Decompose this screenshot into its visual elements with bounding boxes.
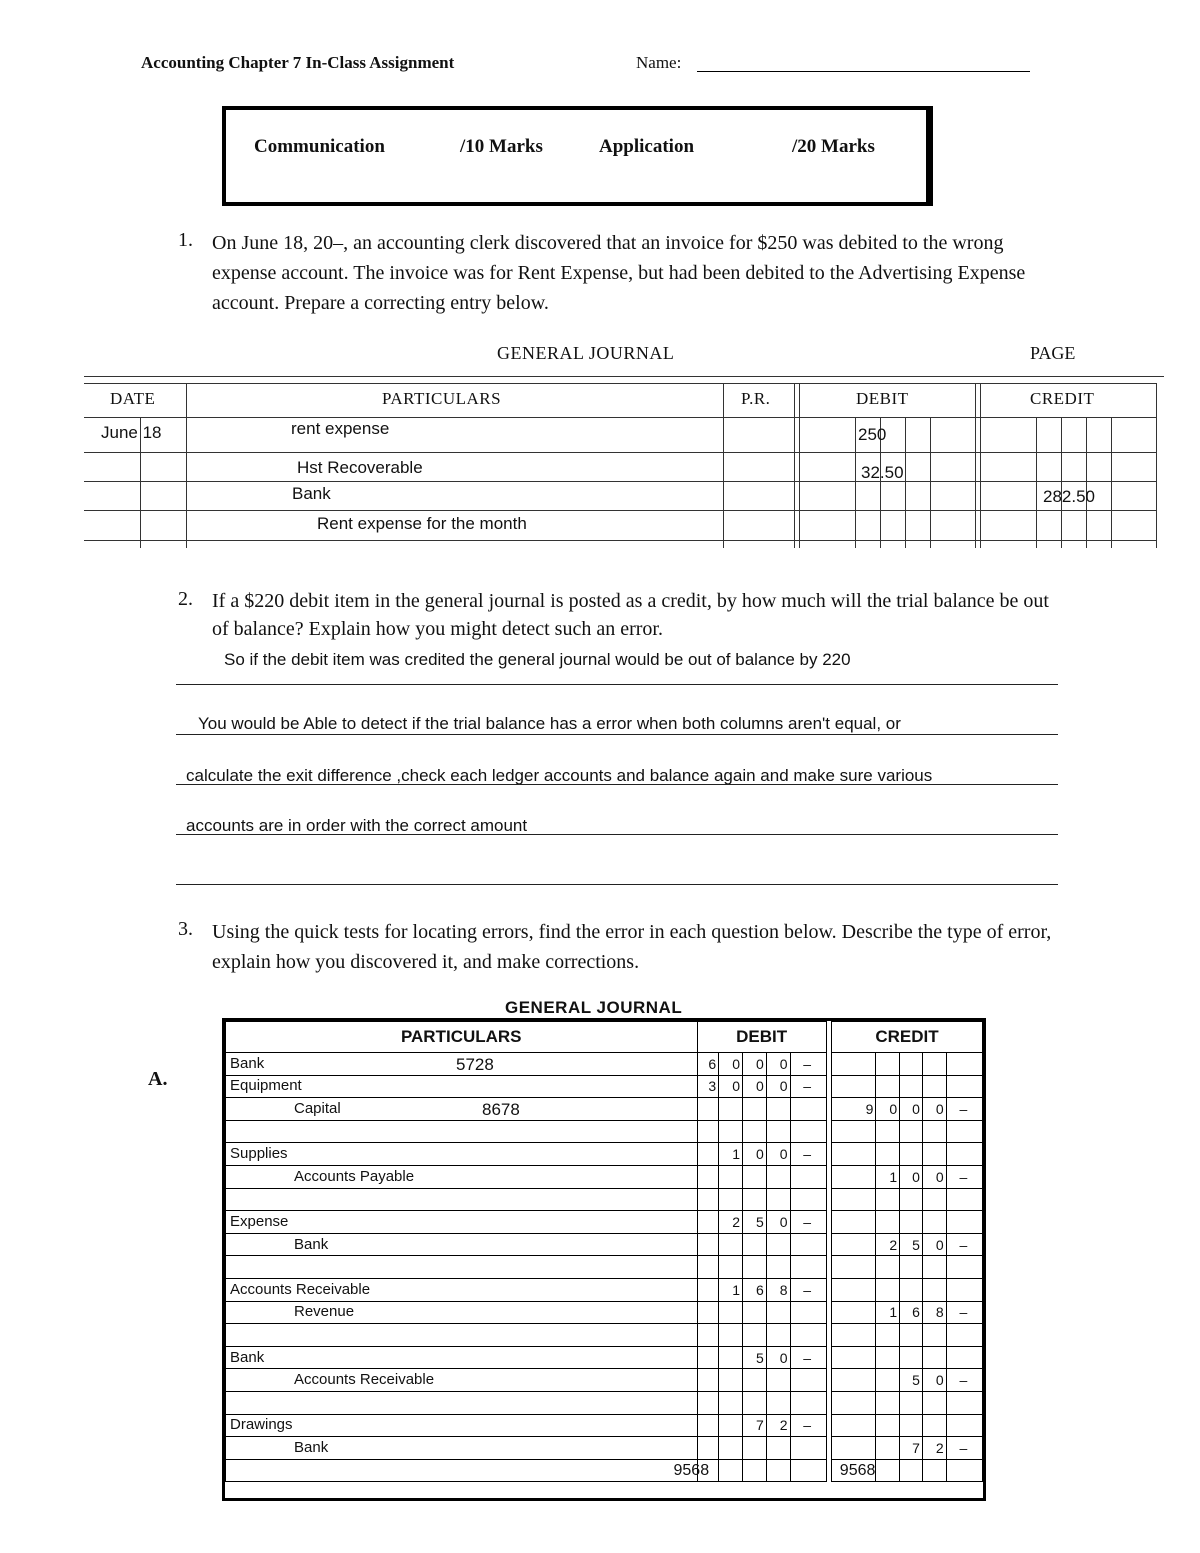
journal2-debit-digit[interactable] [742, 1301, 766, 1324]
journal2-credit-digit[interactable]: – [946, 1437, 982, 1460]
journal2-credit-digit[interactable] [946, 1256, 982, 1279]
journal2-debit-digit[interactable] [790, 1233, 826, 1256]
journal2-empty-cell [876, 1459, 900, 1482]
journal2-credit-digit[interactable]: 7 [900, 1437, 923, 1460]
journal2-debit-digit[interactable] [719, 1301, 743, 1324]
journal2-credit-digit[interactable]: – [946, 1369, 982, 1392]
journal2-account-cell[interactable] [226, 1301, 698, 1324]
journal2-credit-digit[interactable]: 2 [876, 1233, 900, 1256]
journal2-credit-digit[interactable] [922, 1346, 946, 1369]
journal2-debit-digit[interactable] [719, 1120, 743, 1143]
journal2-credit-digit[interactable] [900, 1256, 923, 1279]
journal2-credit-digit[interactable]: 1 [876, 1301, 900, 1324]
journal1-row2-debit[interactable]: 32.50 [861, 463, 904, 482]
journal2-credit-digit[interactable] [922, 1211, 946, 1234]
journal2-debit-digit[interactable]: 0 [766, 1346, 790, 1369]
journal1-title: GENERAL JOURNAL [497, 343, 675, 363]
journal2-row [226, 1346, 983, 1369]
journal2-account-name: Bank [230, 1348, 265, 1366]
journal2-debit-digit[interactable] [697, 1188, 719, 1211]
journal1-row4-particulars[interactable]: Rent expense for the month [317, 514, 527, 533]
journal2-table [222, 1018, 986, 1501]
journal1-row1-date[interactable]: June 18 [101, 423, 162, 442]
journal2-debit-digit[interactable] [790, 1369, 826, 1392]
journal2-account-cell[interactable] [226, 1211, 698, 1234]
journal2-credit-digit[interactable] [876, 1346, 900, 1369]
journal2-credit-digit[interactable]: – [946, 1098, 982, 1121]
journal2-row [226, 1053, 983, 1076]
journal2-credit-digit[interactable] [831, 1188, 875, 1211]
q2-answer-line-3-text[interactable]: calculate the exit difference ,check each ledger accounts and balance again and make sure various [186, 766, 933, 785]
journal2-credit-digit[interactable] [831, 1301, 875, 1324]
journal2-debit-digit[interactable] [742, 1165, 766, 1188]
journal2-credit-total[interactable]: 9568 [831, 1459, 875, 1482]
journal2-debit-digit[interactable] [790, 1098, 826, 1121]
journal2-credit-digit[interactable] [900, 1053, 923, 1076]
journal2-row [226, 1324, 983, 1347]
journal2-credit-digit[interactable] [876, 1188, 900, 1211]
journal2-debit-digit[interactable] [766, 1165, 790, 1188]
journal1-row2-particulars[interactable]: Hst Recoverable [297, 458, 423, 477]
journal2-account-name: Capital [294, 1099, 341, 1117]
q2-text: If a $220 debit item in the general journal is posted as a credit, by how much will the trial balance be out of balance? Explain how you might detect such an error. [212, 590, 1049, 640]
journal2-account-name: Accounts Payable [294, 1167, 415, 1185]
journal2-row [226, 1256, 983, 1279]
journal2-credit-digit[interactable] [876, 1391, 900, 1414]
journal2-credit-digit[interactable] [831, 1233, 875, 1256]
journal2-row [226, 1143, 983, 1166]
journal2-credit-digit[interactable] [876, 1075, 900, 1098]
journal2-credit-digit[interactable] [946, 1414, 982, 1437]
journal2-credit-digit[interactable] [831, 1369, 875, 1392]
journal2-debit-digit[interactable]: – [790, 1143, 826, 1166]
journal1-row3-credit[interactable]: 282.50 [1043, 487, 1095, 506]
journal2-credit-digit[interactable]: 0 [922, 1369, 946, 1392]
q1-number: 1. [178, 229, 193, 251]
journal2-credit-digit[interactable] [946, 1143, 982, 1166]
journal2-debit-digit[interactable] [742, 1256, 766, 1279]
journal2-debit-digit[interactable] [719, 1098, 743, 1121]
journal2-empty-cell [766, 1459, 790, 1482]
journal2-credit-digit[interactable] [922, 1075, 946, 1098]
journal2-empty-cell [922, 1459, 946, 1482]
journal2-debit-digit[interactable] [790, 1120, 826, 1143]
journal2-debit-digit[interactable]: 1 [719, 1143, 743, 1166]
journal2-debit-digit[interactable] [766, 1120, 790, 1143]
journal2-account-cell[interactable] [226, 1391, 698, 1414]
journal2-credit-digit[interactable] [831, 1256, 875, 1279]
journal2-debit-digit[interactable]: 0 [742, 1075, 766, 1098]
journal2-debit-digit[interactable] [697, 1414, 719, 1437]
journal2-debit-digit[interactable]: 8 [766, 1278, 790, 1301]
q2-answer-line-4[interactable] [176, 834, 1058, 835]
journal2-debit-digit[interactable]: 6 [742, 1278, 766, 1301]
journal2-debit-digit[interactable] [719, 1391, 743, 1414]
journal2-credit-digit[interactable] [922, 1188, 946, 1211]
journal2-credit-digit[interactable]: 0 [922, 1165, 946, 1188]
journal2-row [226, 1188, 983, 1211]
journal1-row1-particulars[interactable]: rent expense [291, 419, 390, 438]
journal2-debit-digit[interactable]: – [790, 1278, 826, 1301]
journal2-credit-digit[interactable] [900, 1075, 923, 1098]
journal2-credit-digit[interactable]: 5 [900, 1233, 923, 1256]
journal2-totals-blank [226, 1459, 698, 1482]
journal2-credit-digit[interactable]: 0 [922, 1233, 946, 1256]
journal2-credit-digit[interactable] [831, 1278, 875, 1301]
journal2-debit-digit[interactable]: 3 [697, 1075, 719, 1098]
journal2-debit-digit[interactable]: – [790, 1346, 826, 1369]
journal2-debit-digit[interactable] [742, 1324, 766, 1347]
journal1-row1-debit[interactable]: 250 [858, 425, 887, 444]
marks-box [222, 106, 933, 206]
journal2-debit-digit[interactable] [790, 1437, 826, 1460]
journal2-debit-digit[interactable] [766, 1369, 790, 1392]
journal2-credit-digit[interactable] [831, 1414, 875, 1437]
journal2-account-cell[interactable] [226, 1098, 698, 1121]
journal2-totals-row [226, 1459, 983, 1482]
journal2-row [226, 1369, 983, 1392]
journal2-header-debit: DEBIT [697, 1022, 826, 1053]
journal2-debit-digit[interactable] [742, 1188, 766, 1211]
communication-label: Communication [254, 136, 385, 157]
q2-answer-line-1[interactable] [176, 684, 1058, 685]
q2-answer-line-2-text[interactable]: You would be Able to detect if the trial balance has a error when both columns aren't equal, or [198, 714, 901, 733]
journal2-debit-digit[interactable] [766, 1391, 790, 1414]
journal2-account-cell[interactable] [226, 1324, 698, 1347]
journal2-credit-digit[interactable] [831, 1211, 875, 1234]
journal2-debit-digit[interactable]: 2 [719, 1211, 743, 1234]
journal2-account-name [226, 1326, 230, 1343]
journal1-row3-particulars[interactable]: Bank [292, 484, 331, 503]
journal2-credit-digit[interactable] [900, 1143, 923, 1166]
journal2-debit-digit[interactable] [742, 1120, 766, 1143]
journal2-debit-digit[interactable]: 5 [742, 1346, 766, 1369]
journal2-debit-digit[interactable] [697, 1143, 719, 1166]
journal2-credit-digit[interactable] [946, 1391, 982, 1414]
journal2-account-cell[interactable] [226, 1346, 698, 1369]
journal2-account-cell[interactable] [226, 1256, 698, 1279]
journal2-empty-cell [742, 1459, 766, 1482]
journal2-debit-digit[interactable] [790, 1324, 826, 1347]
journal2-credit-digit[interactable] [876, 1120, 900, 1143]
q2-answer-line-4-text[interactable]: accounts are in order with the correct amount [186, 816, 528, 835]
journal2-credit-digit[interactable] [922, 1391, 946, 1414]
journal2-debit-digit[interactable] [697, 1233, 719, 1256]
journal2-credit-digit[interactable] [922, 1324, 946, 1347]
q2-answer-line-5[interactable] [176, 884, 1058, 885]
journal2-debit-digit[interactable] [697, 1437, 719, 1460]
journal2-account-name: Revenue [294, 1303, 355, 1321]
journal2-account-name: Accounts Receivable [230, 1280, 371, 1298]
journal2-debit-digit[interactable] [766, 1301, 790, 1324]
journal2-credit-digit[interactable] [900, 1211, 923, 1234]
name-label: Name: [636, 53, 682, 72]
journal2-account-cell[interactable] [226, 1414, 698, 1437]
journal2-credit-digit[interactable] [900, 1120, 923, 1143]
journal2-credit-digit[interactable] [831, 1324, 875, 1347]
journal2-credit-digit[interactable] [900, 1414, 923, 1437]
journal2-credit-digit[interactable] [876, 1211, 900, 1234]
journal2-credit-digit[interactable] [900, 1346, 923, 1369]
application-label: Application [599, 136, 695, 157]
journal2-account-cell[interactable] [226, 1075, 698, 1098]
journal2-row [226, 1211, 983, 1234]
journal2-row [226, 1098, 983, 1121]
journal2-handwritten-note: 8678 [482, 1100, 520, 1120]
journal2-credit-digit[interactable]: 0 [876, 1098, 900, 1121]
journal2-account-cell[interactable] [226, 1278, 698, 1301]
journal1-page-label: PAGE [1030, 343, 1076, 363]
journal2-account-name [226, 1190, 230, 1207]
journal2-credit-digit[interactable]: – [946, 1233, 982, 1256]
journal2-credit-digit[interactable]: 5 [900, 1369, 923, 1392]
journal2-debit-digit[interactable] [766, 1233, 790, 1256]
journal2-debit-digit[interactable]: – [790, 1053, 826, 1076]
journal2-header-particulars: PARTICULARS [226, 1022, 698, 1053]
journal2-header-row [226, 1022, 983, 1053]
q2-answer-line-2[interactable] [176, 734, 1058, 735]
communication-marks: /10 Marks [460, 136, 543, 157]
journal2-credit-digit[interactable]: 0 [922, 1098, 946, 1121]
journal2-credit-digit[interactable] [922, 1414, 946, 1437]
journal2-debit-digit[interactable] [719, 1437, 743, 1460]
journal2-debit-digit[interactable] [766, 1188, 790, 1211]
journal2-credit-digit[interactable] [922, 1053, 946, 1076]
journal2-debit-digit[interactable] [742, 1098, 766, 1121]
journal2-credit-digit[interactable]: 8 [922, 1301, 946, 1324]
journal2-debit-digit[interactable] [719, 1324, 743, 1347]
journal2-debit-digit[interactable] [697, 1369, 719, 1392]
journal2-handwritten-note: 5728 [456, 1055, 494, 1074]
journal2-credit-digit[interactable] [922, 1143, 946, 1166]
journal2-credit-digit[interactable] [831, 1120, 875, 1143]
journal2-account-name [226, 1258, 230, 1275]
journal2-debit-digit[interactable] [697, 1098, 719, 1121]
journal2-debit-digit[interactable]: 1 [719, 1278, 743, 1301]
journal2-account-name: Equipment [230, 1077, 302, 1095]
journal2-debit-digit[interactable] [790, 1301, 826, 1324]
journal2-credit-digit[interactable] [876, 1143, 900, 1166]
journal2-debit-digit[interactable] [790, 1188, 826, 1211]
journal2-debit-digit[interactable] [766, 1098, 790, 1121]
journal1-header-debit: DEBIT [856, 389, 909, 408]
journal2-debit-digit[interactable] [697, 1324, 719, 1347]
journal2-debit-digit[interactable] [719, 1369, 743, 1392]
journal2-row [226, 1075, 983, 1098]
journal2-account-cell[interactable] [226, 1437, 698, 1460]
journal2-row [226, 1120, 983, 1143]
journal2-credit-digit[interactable]: 0 [900, 1098, 923, 1121]
journal2-empty-cell [790, 1459, 826, 1482]
journal2-credit-digit[interactable] [876, 1256, 900, 1279]
journal2-debit-digit[interactable]: 6 [697, 1053, 719, 1076]
journal2-credit-digit[interactable]: 0 [900, 1165, 923, 1188]
journal2-debit-digit[interactable] [790, 1165, 826, 1188]
journal2-account-name: Bank [294, 1438, 329, 1456]
journal2-debit-digit[interactable]: 5 [742, 1211, 766, 1234]
journal2-debit-digit[interactable]: – [790, 1211, 826, 1234]
journal2-debit-digit[interactable] [790, 1256, 826, 1279]
journal2-debit-digit[interactable]: 0 [742, 1053, 766, 1076]
journal2-credit-digit[interactable] [900, 1278, 923, 1301]
journal2-account-name: Drawings [230, 1416, 293, 1434]
journal2-account-name: Bank [294, 1235, 329, 1253]
journal2-row [226, 1233, 983, 1256]
journal2-credit-digit[interactable] [946, 1346, 982, 1369]
journal2-credit-digit[interactable] [946, 1075, 982, 1098]
q3-text: Using the quick tests for locating errors, find the error in each question below. Describe the type of error, explain how you discovered it, and make corrections. [212, 921, 1052, 973]
journal2-credit-digit[interactable] [831, 1391, 875, 1414]
journal2-credit-digit[interactable] [900, 1391, 923, 1414]
journal2-debit-digit[interactable]: – [790, 1075, 826, 1098]
journal2-credit-digit[interactable] [876, 1324, 900, 1347]
journal2-account-name [226, 1394, 230, 1411]
journal2-debit-digit[interactable]: 2 [766, 1414, 790, 1437]
journal2-debit-digit[interactable] [697, 1211, 719, 1234]
journal2-debit-digit[interactable]: 0 [719, 1053, 743, 1076]
journal2-debit-digit[interactable] [719, 1165, 743, 1188]
journal2-account-name: Bank [230, 1054, 265, 1072]
journal2-debit-digit[interactable] [697, 1301, 719, 1324]
journal2-credit-digit[interactable] [831, 1075, 875, 1098]
journal2-credit-digit[interactable] [922, 1120, 946, 1143]
journal2-account-name: Accounts Receivable [294, 1371, 435, 1389]
journal2-row [226, 1437, 983, 1460]
journal2-debit-digit[interactable] [742, 1437, 766, 1460]
journal2-account-name: Supplies [230, 1145, 288, 1163]
journal2-credit-digit[interactable] [946, 1188, 982, 1211]
section-a-label: A. [148, 1068, 168, 1090]
journal2-account-cell[interactable] [226, 1143, 698, 1166]
journal2-debit-total[interactable]: 9568 [673, 1459, 695, 1482]
journal2-account-cell[interactable] [226, 1165, 698, 1188]
journal2-credit-digit[interactable] [876, 1053, 900, 1076]
journal2-account-cell[interactable] [226, 1053, 698, 1076]
q2-answer-line-3[interactable] [176, 784, 1058, 785]
journal2-debit-digit[interactable]: – [790, 1414, 826, 1437]
name-field[interactable] [697, 71, 1030, 72]
journal1-header-pr: P.R. [741, 389, 771, 408]
journal2-account-cell[interactable] [226, 1369, 698, 1392]
journal2-debit-digit[interactable] [719, 1256, 743, 1279]
journal2-debit-digit[interactable] [742, 1391, 766, 1414]
journal2-debit-digit[interactable] [719, 1414, 743, 1437]
journal2-account-cell[interactable] [226, 1233, 698, 1256]
journal2-credit-digit[interactable]: 2 [922, 1437, 946, 1460]
journal2-debit-digit[interactable]: 0 [766, 1075, 790, 1098]
journal2-credit-digit[interactable] [922, 1256, 946, 1279]
journal2-debit-digit[interactable]: 7 [742, 1414, 766, 1437]
journal2-debit-digit[interactable] [766, 1324, 790, 1347]
journal2-credit-digit[interactable] [946, 1120, 982, 1143]
journal2-credit-digit[interactable] [831, 1053, 875, 1076]
journal1-header-credit: CREDIT [1030, 389, 1095, 408]
journal2-row [226, 1301, 983, 1324]
journal2-credit-digit[interactable] [946, 1278, 982, 1301]
journal2-credit-digit[interactable] [831, 1437, 875, 1460]
journal2-row [226, 1165, 983, 1188]
journal2-empty-cell [946, 1459, 982, 1482]
journal2-row [226, 1414, 983, 1437]
journal2-debit-digit[interactable]: 0 [766, 1143, 790, 1166]
journal2-credit-digit[interactable] [946, 1211, 982, 1234]
journal2-debit-digit[interactable] [719, 1233, 743, 1256]
journal2-debit-digit[interactable]: 0 [766, 1053, 790, 1076]
journal2-credit-digit[interactable] [831, 1143, 875, 1166]
journal2-credit-digit[interactable] [876, 1414, 900, 1437]
assignment-title: Accounting Chapter 7 In-Class Assignment [141, 53, 455, 72]
journal2-credit-digit[interactable]: 9 [831, 1098, 875, 1121]
journal2-debit-digit[interactable] [719, 1188, 743, 1211]
journal2-title: GENERAL JOURNAL [505, 998, 683, 1017]
journal2-credit-digit[interactable]: – [946, 1165, 982, 1188]
journal2-credit-digit[interactable] [900, 1324, 923, 1347]
journal2-credit-digit[interactable]: 1 [876, 1165, 900, 1188]
journal2-debit-digit[interactable] [697, 1120, 719, 1143]
journal2-empty-cell [719, 1459, 743, 1482]
journal2-debit-digit[interactable]: 0 [719, 1075, 743, 1098]
journal2-debit-digit[interactable] [697, 1346, 719, 1369]
journal2-credit-digit[interactable] [831, 1346, 875, 1369]
journal2-debit-digit[interactable] [697, 1278, 719, 1301]
journal2-credit-digit[interactable] [831, 1165, 875, 1188]
journal2-row [226, 1278, 983, 1301]
journal2-credit-digit[interactable] [946, 1053, 982, 1076]
journal2-credit-digit[interactable] [946, 1324, 982, 1347]
journal2-credit-digit[interactable] [900, 1188, 923, 1211]
journal2-credit-digit[interactable]: – [946, 1301, 982, 1324]
journal2-debit-digit[interactable]: 0 [742, 1143, 766, 1166]
journal1-header-date: DATE [110, 389, 156, 408]
journal2-account-name [226, 1123, 230, 1140]
journal2-account-cell[interactable] [226, 1188, 698, 1211]
journal2-account-cell[interactable] [226, 1120, 698, 1143]
journal2-credit-digit[interactable] [876, 1437, 900, 1460]
journal2-credit-digit[interactable] [876, 1369, 900, 1392]
journal2-account-name: Expense [230, 1212, 289, 1230]
journal2-debit-digit[interactable] [742, 1233, 766, 1256]
q2-number: 2. [178, 588, 193, 610]
journal2-debit-digit[interactable]: 0 [766, 1211, 790, 1234]
journal2-row [226, 1391, 983, 1414]
journal2-credit-digit[interactable] [876, 1278, 900, 1301]
q3-number: 3. [178, 918, 193, 940]
journal2-debit-digit[interactable] [697, 1165, 719, 1188]
journal2-header-credit: CREDIT [831, 1022, 982, 1053]
journal2-debit-digit[interactable] [719, 1346, 743, 1369]
journal1-header-particulars: PARTICULARS [382, 389, 502, 408]
journal2-debit-digit[interactable] [790, 1391, 826, 1414]
journal2-empty-cell [900, 1459, 923, 1482]
journal2-debit-digit[interactable] [766, 1437, 790, 1460]
journal2-debit-digit[interactable] [742, 1369, 766, 1392]
q1-text: On June 18, 20–, an accounting clerk discovered that an invoice for $250 was debited to the wrong expense account. The invoice was for Rent Expense, but had been debited to the Advertising Expense account. Prepare a correcting entry below. [212, 232, 1026, 314]
journal2-debit-digit[interactable] [697, 1391, 719, 1414]
journal2-credit-digit[interactable] [922, 1278, 946, 1301]
journal2-debit-digit[interactable] [766, 1256, 790, 1279]
application-marks: /20 Marks [792, 136, 875, 157]
journal2-credit-digit[interactable]: 6 [900, 1301, 923, 1324]
q2-answer-line-1-text[interactable]: So if the debit item was credited the general journal would be out of balance by 220 [224, 650, 851, 669]
journal2-debit-digit[interactable] [697, 1256, 719, 1279]
